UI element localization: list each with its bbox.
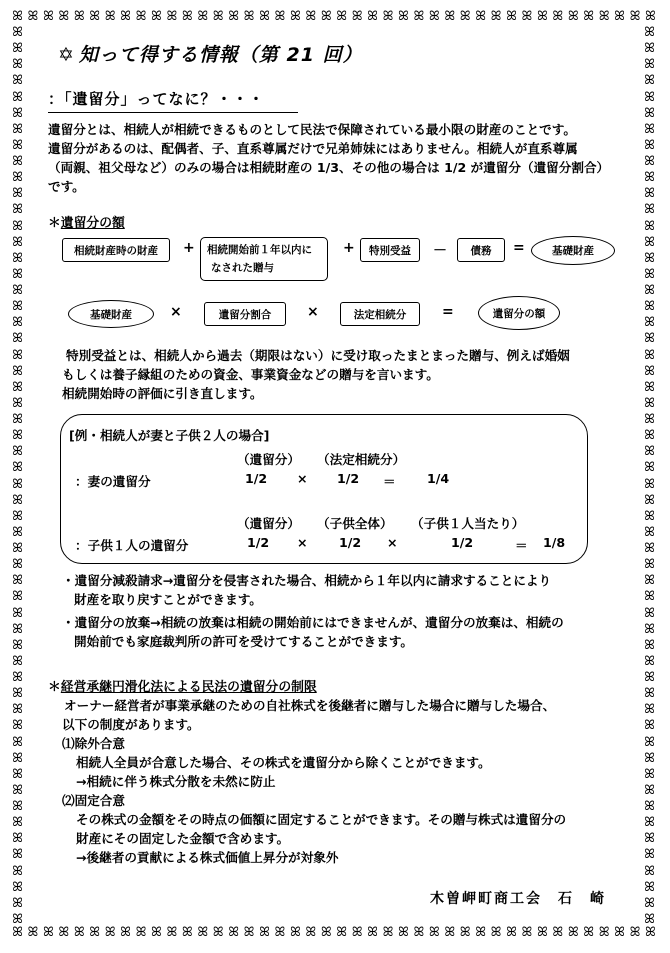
border-ornament-icon: ꕤ	[644, 799, 655, 814]
border-ornament-icon: ꕤ	[151, 926, 162, 940]
plus-operator: +	[343, 240, 355, 256]
border-ornament-icon: ꕤ	[12, 573, 23, 589]
border-ornament-icon: ꕤ	[12, 815, 23, 831]
special-benefit-paragraph	[62, 346, 570, 403]
border-ornament-icon: ꕤ	[644, 653, 655, 669]
border-ornament-icon: ꕤ	[27, 10, 39, 24]
border-ornament-icon: ꕤ	[12, 879, 23, 895]
border-ornament-icon: ꕤ	[644, 137, 655, 153]
border-ornament-icon: ꕤ	[305, 926, 317, 940]
border-ornament-icon: ꕤ	[644, 476, 655, 492]
bullet-item	[62, 613, 564, 651]
border-ornament-icon: ꕤ	[644, 57, 655, 73]
border-ornament-icon: ꕤ	[12, 718, 23, 734]
border-ornament-icon: ꕤ	[12, 926, 23, 940]
spouse-label: ：妻の遺留分	[75, 474, 151, 489]
border-ornament-icon: ꕤ	[120, 926, 131, 940]
border-ornament-icon: ꕤ	[444, 926, 456, 940]
border-ornament-icon: ꕤ	[12, 266, 23, 282]
item2-text: 財産にその固定した金額で含めます。	[76, 831, 290, 846]
border-ornament-icon: ꕤ	[644, 557, 655, 573]
asterisk-bullet: ＊	[48, 680, 61, 695]
border-ornament-icon: ꕤ	[644, 831, 655, 847]
box-line: 相続開始前１年以内に	[207, 244, 312, 256]
business-section-body	[62, 696, 566, 867]
border-ornament-icon: ꕤ	[89, 926, 101, 940]
border-ornament-icon: ꕤ	[644, 911, 655, 926]
border-ornament-icon: ꕤ	[336, 926, 348, 940]
border-ornament-icon: ꕤ	[567, 10, 579, 24]
amount-heading-text: 遺留分の額	[60, 216, 125, 231]
item1-note: →相続に伴う株式分散を未然に防止	[76, 774, 276, 789]
border-ornament-icon: ꕤ	[12, 476, 23, 492]
equals-operator: ＝	[383, 474, 396, 489]
border-ornament-icon: ꕤ	[12, 41, 23, 57]
item1-title: ⑴除外合意	[62, 736, 125, 751]
border-ornament-icon: ꕤ	[644, 379, 655, 395]
border-ornament-icon: ꕤ	[12, 541, 23, 556]
multiply-operator: ×	[170, 304, 182, 320]
business-section-heading	[48, 676, 317, 695]
business-heading-text: 経営承継円滑化法による民法の遺留分の制限	[60, 680, 317, 695]
border-ornament-icon: ꕤ	[166, 926, 178, 940]
border-ornament-icon: ꕤ	[583, 926, 595, 940]
subheading: ：「遺留分」ってなに？・・・	[48, 88, 298, 113]
border-ornament-icon: ꕤ	[552, 10, 564, 24]
border-ornament-icon: ꕤ	[644, 524, 655, 540]
border-ornament-icon: ꕤ	[12, 379, 23, 395]
border-ornament-icon: ꕤ	[644, 573, 655, 589]
formula-box-special-benefit: 特別受益	[360, 238, 420, 262]
border-ornament-icon: ꕤ	[644, 412, 655, 427]
border-ornament-icon: ꕤ	[644, 428, 655, 444]
border-ornament-icon: ꕤ	[289, 926, 301, 940]
border-ornament-icon: ꕤ	[12, 57, 23, 73]
border-ornament-icon: ꕤ	[336, 10, 348, 24]
border-ornament-icon: ꕤ	[12, 686, 23, 702]
border-ornament-icon: ꕤ	[12, 283, 23, 298]
special-line: もしくは養子縁組のための資金、事業資金などの贈与を言います。	[62, 367, 439, 382]
border-ornament-icon: ꕤ	[12, 831, 23, 847]
border-ornament-icon: ꕤ	[644, 734, 655, 750]
border-ornament-icon: ꕤ	[12, 331, 23, 347]
border-ornament-icon: ꕤ	[598, 926, 610, 940]
border-ornament-icon: ꕤ	[42, 926, 54, 940]
border-ornament-icon: ꕤ	[228, 10, 240, 24]
border-ornament-icon: ꕤ	[228, 926, 240, 940]
border-ornament-icon: ꕤ	[644, 895, 655, 911]
equals-operator: ＝	[515, 538, 528, 553]
border-ornament-icon: ꕤ	[274, 926, 286, 940]
border-ornament-icon: ꕤ	[12, 524, 23, 540]
column-header-all-children: （子供全体）	[317, 516, 393, 531]
border-ornament-icon: ꕤ	[42, 10, 54, 24]
intro-paragraph	[48, 120, 609, 196]
border-ornament-icon: ꕤ	[181, 10, 193, 24]
child-value-1: 1/2	[247, 535, 270, 550]
border-ornament-icon: ꕤ	[583, 10, 595, 24]
border-ornament-icon: ꕤ	[645, 926, 656, 940]
column-header-reserved: （遺留分）	[237, 452, 300, 467]
border-ornament-icon: ꕤ	[12, 105, 23, 121]
border-ornament-icon: ꕤ	[629, 10, 641, 24]
border-ornament-icon: ꕤ	[521, 926, 533, 940]
border-ornament-icon: ꕤ	[12, 250, 23, 266]
intro-line: 遺留分とは、相続人が相続できるものとして民法で保障されている最小限の財産のことです。	[48, 122, 576, 137]
formula-result-basic-assets: 基礎財産	[531, 236, 615, 265]
amount-section-heading	[48, 212, 125, 231]
border-ornament-icon: ꕤ	[413, 10, 425, 24]
border-ornament-icon: ꕤ	[644, 266, 655, 282]
child-result: 1/8	[543, 535, 566, 550]
page-title	[58, 40, 363, 67]
border-ornament-icon: ꕤ	[12, 137, 23, 153]
border-ornament-icon: ꕤ	[12, 299, 23, 315]
border-ornament-icon: ꕤ	[73, 10, 85, 24]
border-ornament-icon: ꕤ	[644, 73, 655, 89]
border-ornament-icon: ꕤ	[12, 589, 23, 605]
border-ornament-icon: ꕤ	[644, 41, 655, 57]
example-title: [例・相続人が妻と子供２人の場合]	[69, 428, 270, 443]
border-ornament-icon: ꕤ	[12, 605, 23, 621]
border-ornament-icon: ꕤ	[12, 26, 23, 40]
column-header-reserved: （遺留分）	[237, 516, 300, 531]
border-ornament-icon: ꕤ	[475, 10, 487, 24]
border-ornament-icon: ꕤ	[12, 234, 23, 250]
border-ornament-icon: ꕤ	[644, 492, 655, 508]
item1-text: 相続人全員が合意した場合、その株式を遺留分から除くことができます。	[76, 755, 491, 770]
border-ornament-icon: ꕤ	[490, 10, 502, 24]
page-border-top	[10, 10, 658, 26]
border-ornament-icon: ꕤ	[212, 10, 224, 24]
bullet-line: ・遺留分の放棄→相続の放棄は相続の開始前にはできませんが、遺留分の放棄は、相続の	[62, 615, 564, 630]
column-header-per-child: （子供１人当たり）	[411, 516, 525, 531]
border-ornament-icon: ꕤ	[644, 331, 655, 347]
border-ornament-icon: ꕤ	[644, 605, 655, 621]
formula-box-gifts-within-year	[200, 237, 328, 281]
border-ornament-icon: ꕤ	[12, 444, 23, 460]
border-ornament-icon: ꕤ	[12, 73, 23, 89]
border-ornament-icon: ꕤ	[27, 926, 39, 940]
item2-text: その株式の金額をその時点の価額に固定することができます。その贈与株式は遺留分の	[76, 812, 567, 827]
border-ornament-icon: ꕤ	[644, 589, 655, 605]
child-value-3: 1/2	[451, 535, 474, 550]
border-ornament-icon: ꕤ	[644, 154, 655, 169]
page-border-left	[10, 26, 26, 926]
border-ornament-icon: ꕤ	[506, 10, 517, 24]
border-ornament-icon: ꕤ	[289, 10, 301, 24]
border-ornament-icon: ꕤ	[644, 105, 655, 121]
border-ornament-icon: ꕤ	[12, 395, 23, 411]
border-ornament-icon: ꕤ	[475, 926, 487, 940]
border-ornament-icon: ꕤ	[644, 460, 655, 476]
border-ornament-icon: ꕤ	[459, 10, 471, 24]
border-ornament-icon: ꕤ	[12, 750, 23, 766]
border-ornament-icon: ꕤ	[644, 250, 655, 266]
border-ornament-icon: ꕤ	[104, 926, 116, 940]
border-ornament-icon: ꕤ	[644, 121, 655, 137]
border-ornament-icon: ꕤ	[644, 541, 655, 556]
border-ornament-icon: ꕤ	[536, 10, 548, 24]
border-ornament-icon: ꕤ	[12, 412, 23, 427]
border-ornament-icon: ꕤ	[12, 10, 23, 24]
border-ornament-icon: ꕤ	[181, 926, 193, 940]
spouse-value-2: 1/2	[337, 471, 360, 486]
border-ornament-icon: ꕤ	[135, 10, 147, 24]
border-ornament-icon: ꕤ	[351, 926, 363, 940]
border-ornament-icon: ꕤ	[12, 895, 23, 911]
border-ornament-icon: ꕤ	[506, 926, 517, 940]
border-ornament-icon: ꕤ	[644, 815, 655, 831]
border-ornament-icon: ꕤ	[12, 621, 23, 637]
border-ornament-icon: ꕤ	[644, 202, 655, 218]
special-line: 特別受益とは、相続人から過去（期限はない）に受け取ったまとまった贈与、例えば婚姻	[66, 348, 570, 363]
border-ornament-icon: ꕤ	[89, 10, 101, 24]
border-ornament-icon: ꕤ	[12, 766, 23, 782]
bullet-item	[62, 571, 551, 609]
border-ornament-icon: ꕤ	[644, 299, 655, 315]
border-ornament-icon: ꕤ	[644, 186, 655, 202]
bullet-line: ・遺留分減殺請求→遺留分を侵害された場合、相続から１年以内に請求することにより	[62, 573, 552, 588]
border-ornament-icon: ꕤ	[644, 283, 655, 298]
spouse-result: 1/4	[427, 471, 450, 486]
formula-box-inheritance-assets: 相続財産時の財産	[62, 238, 170, 262]
border-ornament-icon: ꕤ	[120, 10, 131, 24]
border-ornament-icon: ꕤ	[135, 926, 147, 940]
border-ornament-icon: ꕤ	[444, 10, 456, 24]
multiply-operator: ×	[387, 535, 398, 550]
border-ornament-icon: ꕤ	[413, 926, 425, 940]
signature: 木曽岬町商工会 石 崎	[430, 891, 606, 907]
border-ornament-icon: ꕤ	[320, 10, 332, 24]
border-ornament-icon: ꕤ	[305, 10, 317, 24]
star-icon: ✡	[58, 44, 75, 66]
child-label: ：子供１人の遺留分	[75, 538, 189, 553]
border-ornament-icon: ꕤ	[12, 734, 23, 750]
page-border-bottom	[10, 926, 658, 942]
border-ornament-icon: ꕤ	[567, 926, 579, 940]
border-ornament-icon: ꕤ	[644, 621, 655, 637]
border-ornament-icon: ꕤ	[521, 10, 533, 24]
page-border-right	[642, 26, 658, 926]
intro-line: 遺留分があるのは、配偶者、子、直系尊属だけで兄弟姉妹にはありません。相続人が直系尊属	[48, 141, 578, 156]
border-ornament-icon: ꕤ	[614, 926, 625, 940]
border-ornament-icon: ꕤ	[644, 170, 655, 186]
border-ornament-icon: ꕤ	[166, 10, 178, 24]
child-value-2: 1/2	[339, 535, 362, 550]
border-ornament-icon: ꕤ	[644, 637, 655, 653]
business-intro-line: 以下の制度があります。	[62, 717, 200, 732]
border-ornament-icon: ꕤ	[212, 926, 224, 940]
border-ornament-icon: ꕤ	[12, 218, 23, 234]
border-ornament-icon: ꕤ	[58, 10, 70, 24]
plus-operator: +	[183, 240, 195, 256]
border-ornament-icon: ꕤ	[12, 315, 23, 331]
border-ornament-icon: ꕤ	[644, 218, 655, 234]
border-ornament-icon: ꕤ	[351, 10, 363, 24]
border-ornament-icon: ꕤ	[12, 154, 23, 169]
border-ornament-icon: ꕤ	[398, 926, 409, 940]
border-ornament-icon: ꕤ	[12, 863, 23, 879]
bullet-line: 財産を取り戻すことができます。	[74, 592, 262, 607]
border-ornament-icon: ꕤ	[12, 847, 23, 863]
border-ornament-icon: ꕤ	[12, 492, 23, 508]
border-ornament-icon: ꕤ	[12, 670, 23, 685]
border-ornament-icon: ꕤ	[197, 926, 209, 940]
border-ornament-icon: ꕤ	[12, 460, 23, 476]
border-ornament-icon: ꕤ	[644, 234, 655, 250]
border-ornament-icon: ꕤ	[12, 121, 23, 137]
border-ornament-icon: ꕤ	[644, 702, 655, 718]
bullet-line: 開始前でも家庭裁判所の許可を受けてすることができます。	[74, 634, 414, 649]
border-ornament-icon: ꕤ	[367, 926, 378, 940]
border-ornament-icon: ꕤ	[644, 363, 655, 379]
border-ornament-icon: ꕤ	[536, 926, 548, 940]
example-box	[60, 414, 588, 564]
border-ornament-icon: ꕤ	[12, 799, 23, 814]
equals-operator: =	[513, 240, 525, 256]
title-text: 知って得する情報（第 21 回）	[78, 44, 363, 66]
border-ornament-icon: ꕤ	[382, 10, 394, 24]
border-ornament-icon: ꕤ	[151, 10, 162, 24]
border-ornament-icon: ꕤ	[552, 926, 564, 940]
border-ornament-icon: ꕤ	[428, 926, 440, 940]
formula-box-debts: 債務	[457, 238, 505, 262]
column-header-legal-share: （法定相続分）	[317, 452, 406, 467]
border-ornament-icon: ꕤ	[644, 508, 655, 524]
item2-title: ⑵固定合意	[62, 793, 125, 808]
multiply-operator: ×	[297, 471, 308, 486]
border-ornament-icon: ꕤ	[490, 926, 502, 940]
border-ornament-icon: ꕤ	[644, 26, 655, 40]
border-ornament-icon: ꕤ	[12, 428, 23, 444]
border-ornament-icon: ꕤ	[12, 702, 23, 718]
border-ornament-icon: ꕤ	[12, 911, 23, 926]
formula-term-basic-assets: 基礎財産	[68, 300, 154, 328]
intro-line: です。	[48, 179, 85, 194]
border-ornament-icon: ꕤ	[629, 926, 641, 940]
formula-term-legal-share: 法定相続分	[340, 302, 420, 326]
border-ornament-icon: ꕤ	[644, 782, 655, 798]
multiply-operator: ×	[297, 535, 308, 550]
border-ornament-icon: ꕤ	[259, 10, 270, 24]
business-intro-line: オーナー経営者が事業承継のための自社株式を後継者に贈与した場合に贈与した場合、	[64, 698, 556, 713]
border-ornament-icon: ꕤ	[12, 782, 23, 798]
special-line: 相続開始時の評価に引き直します。	[62, 386, 263, 401]
border-ornament-icon: ꕤ	[428, 10, 440, 24]
border-ornament-icon: ꕤ	[598, 10, 610, 24]
border-ornament-icon: ꕤ	[644, 718, 655, 734]
border-ornament-icon: ꕤ	[12, 653, 23, 669]
border-ornament-icon: ꕤ	[644, 395, 655, 411]
border-ornament-icon: ꕤ	[614, 10, 625, 24]
asterisk-bullet: ＊	[48, 216, 61, 231]
border-ornament-icon: ꕤ	[644, 847, 655, 863]
border-ornament-icon: ꕤ	[12, 89, 23, 105]
border-ornament-icon: ꕤ	[644, 315, 655, 331]
border-ornament-icon: ꕤ	[259, 926, 270, 940]
border-ornament-icon: ꕤ	[459, 926, 471, 940]
border-ornament-icon: ꕤ	[644, 750, 655, 766]
border-ornament-icon: ꕤ	[73, 926, 85, 940]
border-ornament-icon: ꕤ	[197, 10, 209, 24]
border-ornament-icon: ꕤ	[644, 686, 655, 702]
border-ornament-icon: ꕤ	[243, 10, 255, 24]
minus-operator: －	[433, 243, 447, 259]
equals-operator: =	[442, 304, 454, 320]
intro-line: （両親、祖父母など）のみの場合は相続財産の 1/3、その他の場合は 1/2 が遺留分（遺留分割合）	[48, 160, 610, 175]
border-ornament-icon: ꕤ	[12, 186, 23, 202]
border-ornament-icon: ꕤ	[644, 766, 655, 782]
box-line: なされた贈与	[211, 262, 274, 274]
border-ornament-icon: ꕤ	[12, 637, 23, 653]
border-ornament-icon: ꕤ	[274, 10, 286, 24]
formula-result-reserved-amount: 遺留分の額	[478, 296, 560, 330]
border-ornament-icon: ꕤ	[645, 10, 656, 24]
border-ornament-icon: ꕤ	[644, 863, 655, 879]
border-ornament-icon: ꕤ	[644, 670, 655, 685]
border-ornament-icon: ꕤ	[644, 347, 655, 363]
border-ornament-icon: ꕤ	[644, 89, 655, 105]
spouse-value-1: 1/2	[245, 471, 268, 486]
border-ornament-icon: ꕤ	[12, 557, 23, 573]
border-ornament-icon: ꕤ	[12, 508, 23, 524]
border-ornament-icon: ꕤ	[320, 926, 332, 940]
border-ornament-icon: ꕤ	[243, 926, 255, 940]
border-ornament-icon: ꕤ	[12, 347, 23, 363]
formula-term-reserved-ratio: 遺留分割合	[204, 302, 286, 326]
border-ornament-icon: ꕤ	[644, 879, 655, 895]
border-ornament-icon: ꕤ	[367, 10, 378, 24]
border-ornament-icon: ꕤ	[58, 926, 70, 940]
border-ornament-icon: ꕤ	[12, 202, 23, 218]
border-ornament-icon: ꕤ	[644, 444, 655, 460]
item2-note: →後継者の貢献による株式価値上昇分が対象外	[76, 850, 339, 865]
multiply-operator: ×	[307, 304, 319, 320]
border-ornament-icon: ꕤ	[12, 363, 23, 379]
border-ornament-icon: ꕤ	[12, 170, 23, 186]
border-ornament-icon: ꕤ	[382, 926, 394, 940]
border-ornament-icon: ꕤ	[104, 10, 116, 24]
border-ornament-icon: ꕤ	[398, 10, 409, 24]
